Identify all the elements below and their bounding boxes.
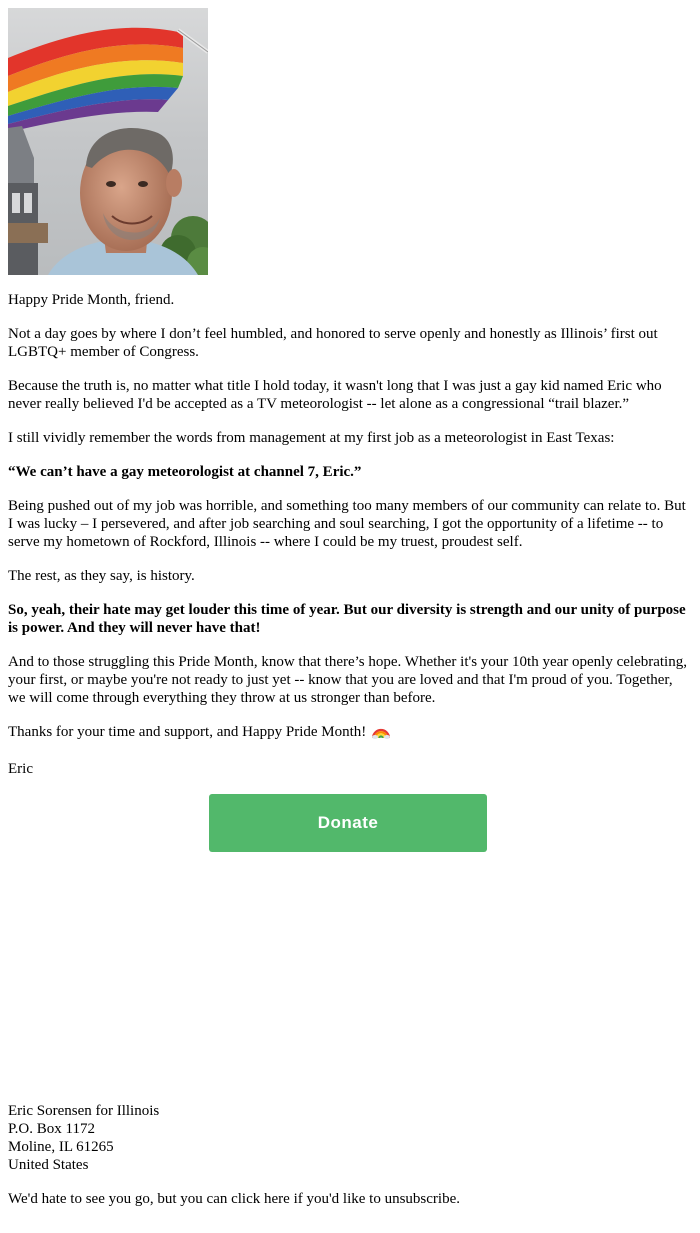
header-photo — [8, 8, 208, 275]
paragraph-1: Not a day goes by where I don’t feel humbled, and honored to serve openly and honestly as Illinois’ first out LGBTQ+ member of Congress. — [8, 326, 658, 360]
email-body — [8, 8, 688, 852]
selfie-with-pride-flag-image — [8, 8, 208, 275]
thanks-text: Thanks for your time and support, and Happy Pride Month! — [8, 724, 367, 740]
city-state-zip: Moline, IL 61265 — [8, 1139, 114, 1155]
country: United States — [8, 1157, 89, 1173]
po-box: P.O. Box 1172 — [8, 1121, 95, 1137]
paragraph-3: I still vividly remember the words from management at my first job as a meteorologist in East Texas: — [8, 430, 615, 446]
thanks-line — [8, 723, 688, 744]
quote: “We can’t have a gay meteorologist at channel 7, Eric.” — [8, 464, 362, 480]
paragraph-7: And to those struggling this Pride Month, know that there’s hope. Whether it's your 10th year openly celebrating, your first, or maybe you're not ready to just yet -- know that you are loved and that I'm proud of you. Together, we will come through everything they throw at us stronger than before. — [8, 654, 687, 706]
paragraph-4: Being pushed out of my job was horrible, and something too many members of our community can relate to. But I was lucky – I persevered, and after job searching and soul searching, I got the opportunity of a lifetime -- to serve my hometown of Rockford, Illinois -- where I could be my truest, proudest self. — [8, 498, 686, 550]
signoff: Eric — [8, 761, 33, 777]
paragraph-2: Because the truth is, no matter what title I hold today, it wasn't long that I was just a gay kid named Eric who never really believed I'd be accepted as a TV meteorologist -- let alone as a congressional “trail blazer.” — [8, 378, 662, 412]
org-name: Eric Sorensen for Illinois — [8, 1103, 160, 1119]
mailing-address — [8, 1102, 688, 1174]
rainbow-icon — [372, 723, 390, 744]
greeting: Happy Pride Month, friend. — [8, 292, 175, 308]
donate-button[interactable]: Donate — [209, 794, 487, 852]
paragraph-5: The rest, as they say, is history. — [8, 568, 195, 584]
paragraph-6-bold: So, yeah, their hate may get louder this time of year. But our diversity is strength and our unity of purpose is power. And they will never have that! — [8, 602, 686, 636]
footer — [8, 1102, 688, 1208]
unsubscribe-link[interactable]: We'd hate to see you go, but you can click here if you'd like to unsubscribe. — [8, 1191, 460, 1207]
donate-row — [8, 794, 688, 852]
